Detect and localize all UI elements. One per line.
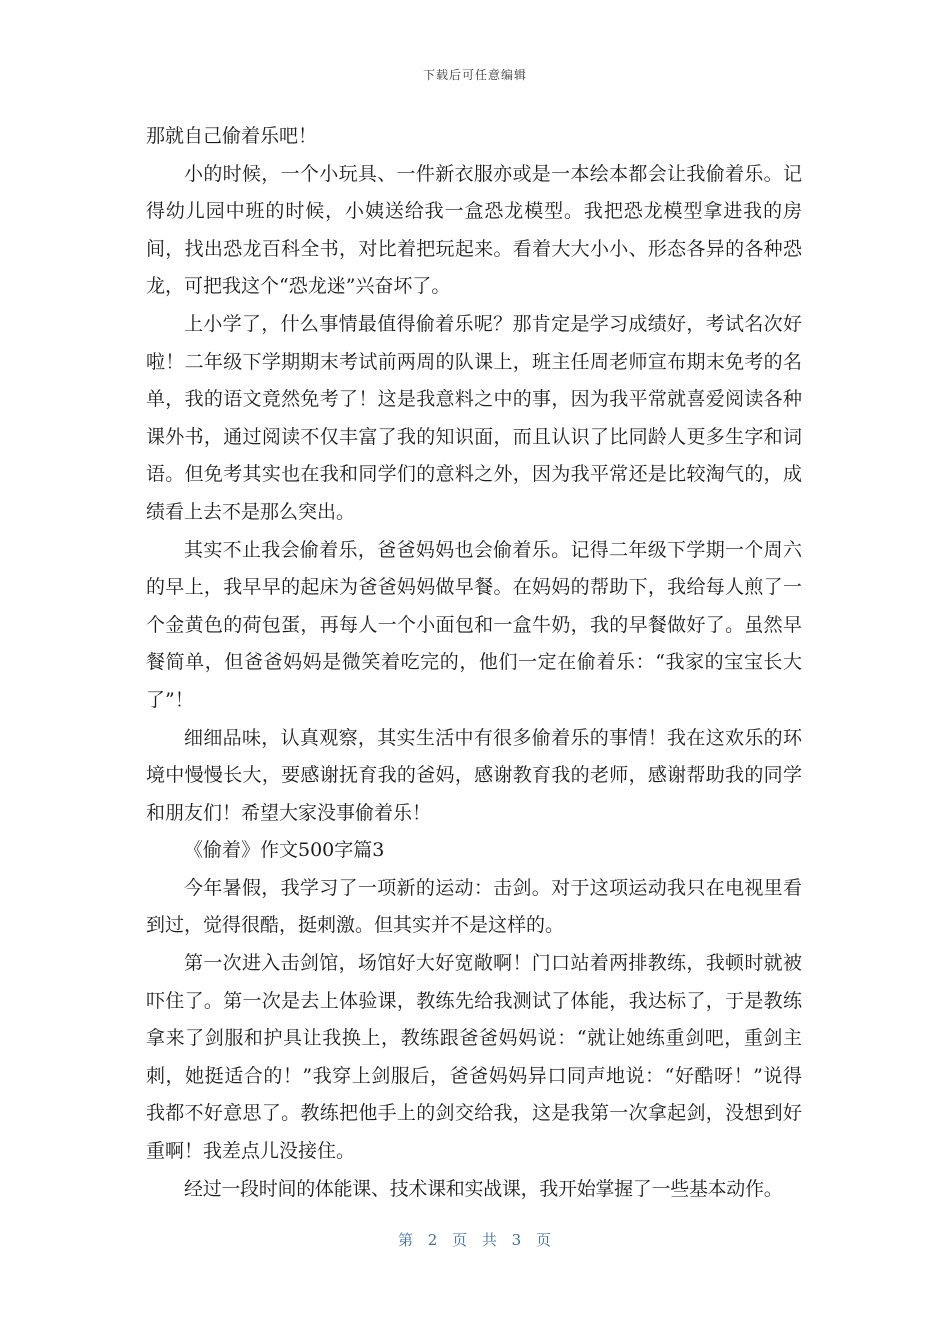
page-number: 第 2 页 共 3 页 bbox=[398, 1231, 552, 1249]
paragraph-3: 上小学了，什么事情最值得偷着乐呢？那肯定是学习成绩好，考试名次好啦！二年级下学期期末考试前两周的队课上，班主任周老师宣布期末免考的名单，我的语文竟然免考了！这是我意料之中的事，因为我平常就喜爱阅读各种课外书，通过阅读不仅丰富了我的知识面，而且认识了比同龄人更多生字和词语。但免考其实也在我和同学们的意料之外，因为我平常还是比较淘气的，成绩看上去不是那么突出。 bbox=[146, 312, 802, 523]
paragraph-7: 第一次进入击剑馆，场馆好大好宽敞啊！门口站着两排教练，我顿时就被吓住了。第一次是去上体验课，教练先给我测试了体能，我达标了，于是教练拿来了剑服和护具让我换上，教练跟爸爸妈妈说：“就让她练重剑吧，重剑主刺，她挺适合的！”我穿上剑服后，爸爸妈妈异口同声地说：“好酷呀！”说得我都不好意思了。教练把他手上的剑交给我，这是我第一次拿起剑，没想到好重啊！我差点儿没接住。 bbox=[146, 952, 802, 1163]
paragraph-4: 其实不止我会偷着乐，爸爸妈妈也会偷着乐。记得二年级下学期一个周六的早上，我早早的起床为爸爸妈妈做早餐。在妈妈的帮助下，我给每人煎了一个金黄色的荷包蛋，再每人一个小面包和一盒牛奶，我的早餐做好了。虽然早餐简单，但爸爸妈妈是微笑着吃完的，他们一定在偷着乐：“我家的宝宝长大了”！ bbox=[146, 538, 802, 711]
paragraph-1: 那就自己偷着乐吧！ bbox=[146, 125, 318, 147]
paragraph-6: 今年暑假，我学习了一项新的运动：击剑。对于这项运动我只在电视里看到过，觉得很酷，挺刺激。但其实并不是这样的。 bbox=[146, 876, 802, 937]
paragraph-5: 细细品味，认真观察，其实生活中有很多偷着乐的事情！我在这欢乐的环境中慢慢长大，要感谢抚育我的爸妈，感谢教育我的老师，感谢帮助我的同学和朋友们！希望大家没事偷着乐！ bbox=[146, 726, 802, 824]
paragraph-2: 小的时候，一个小玩具、一件新衣服亦或是一本绘本都会让我偷着乐。记得幼儿园中班的时候，小姨送给我一盒恐龙模型。我把恐龙模型拿进我的房间，找出恐龙百科全书，对比着把玩起来。看着大大小小、形态各异的各种恐龙，可把我这个“恐龙迷”兴奋坏了。 bbox=[146, 162, 802, 298]
document-body bbox=[146, 118, 802, 1208]
paragraph-8: 经过一段时间的体能课、技术课和实战课，我开始掌握了一些基本动作。 bbox=[184, 1177, 783, 1200]
section-title: 《偷着》作文500字篇3 bbox=[184, 839, 385, 862]
page-header: 下载后可任意编辑 bbox=[422, 68, 527, 82]
